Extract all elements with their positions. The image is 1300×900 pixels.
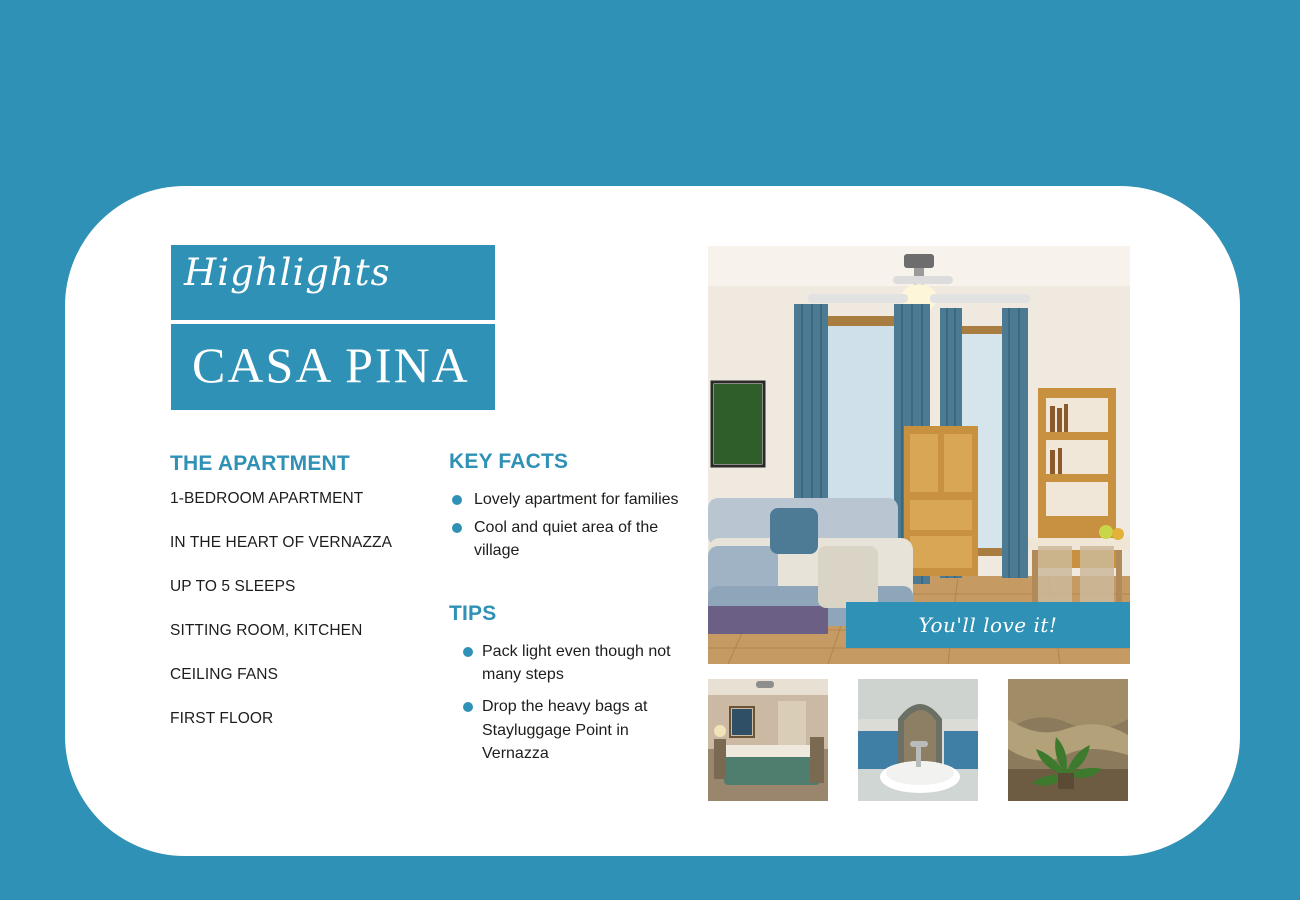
apartment-item: IN THE HEART OF VERNAZZA: [170, 534, 393, 551]
bathroom-illustration: [858, 679, 978, 801]
tips-heading: TIPS: [449, 602, 497, 625]
thumbnail-cliff-plant: [1008, 679, 1128, 801]
tips-column: [449, 602, 694, 774]
tips-list: [449, 640, 694, 765]
apartment-item: 1-BEDROOM APARTMENT: [170, 490, 364, 507]
apartment-item: CEILING FANS: [170, 666, 279, 683]
title-script-bar: [170, 245, 495, 320]
apartment-heading: THE APARTMENT: [170, 452, 350, 475]
bedroom-illustration: [708, 679, 828, 801]
list-item: [449, 516, 689, 562]
list-item: [449, 488, 689, 511]
list-item-label: Pack light even though not many steps: [482, 643, 671, 684]
bullet-dot-icon: [463, 647, 473, 657]
list-item: [449, 640, 694, 686]
key-facts-heading: KEY FACTS: [449, 450, 569, 473]
hero-caption-banner: [846, 602, 1130, 648]
key-facts-list: [449, 488, 689, 563]
title-left-rule: [168, 245, 171, 320]
title-block: [170, 245, 495, 410]
apartment-item: FIRST FLOOR: [170, 710, 274, 727]
apartment-item: UP TO 5 SLEEPS: [170, 578, 296, 595]
bullet-dot-icon: [452, 523, 462, 533]
title-main-left-rule: [168, 324, 171, 410]
cliff-plant-illustration: [1008, 679, 1128, 801]
list-item-label: Drop the heavy bags at Stayluggage Point in Vernazza: [482, 698, 648, 762]
thumbnail-bathroom: [858, 679, 978, 801]
apartment-item: SITTING ROOM, KITCHEN: [170, 622, 363, 639]
title-main-bar: [170, 324, 495, 410]
list-item-label: Lovely apartment for families: [474, 491, 679, 508]
title-script-text: Highlights: [184, 251, 391, 294]
thumbnail-bedroom: [708, 679, 828, 801]
key-facts-column: [449, 450, 689, 568]
title-main-text: CASA PINA: [192, 337, 470, 393]
list-item: [449, 695, 694, 765]
bullet-dot-icon: [463, 702, 473, 712]
bullet-dot-icon: [452, 495, 462, 505]
hero-caption-text: You'll love it!: [918, 613, 1058, 637]
list-item-label: Cool and quiet area of the village: [474, 519, 659, 560]
apartment-column: [170, 452, 430, 754]
